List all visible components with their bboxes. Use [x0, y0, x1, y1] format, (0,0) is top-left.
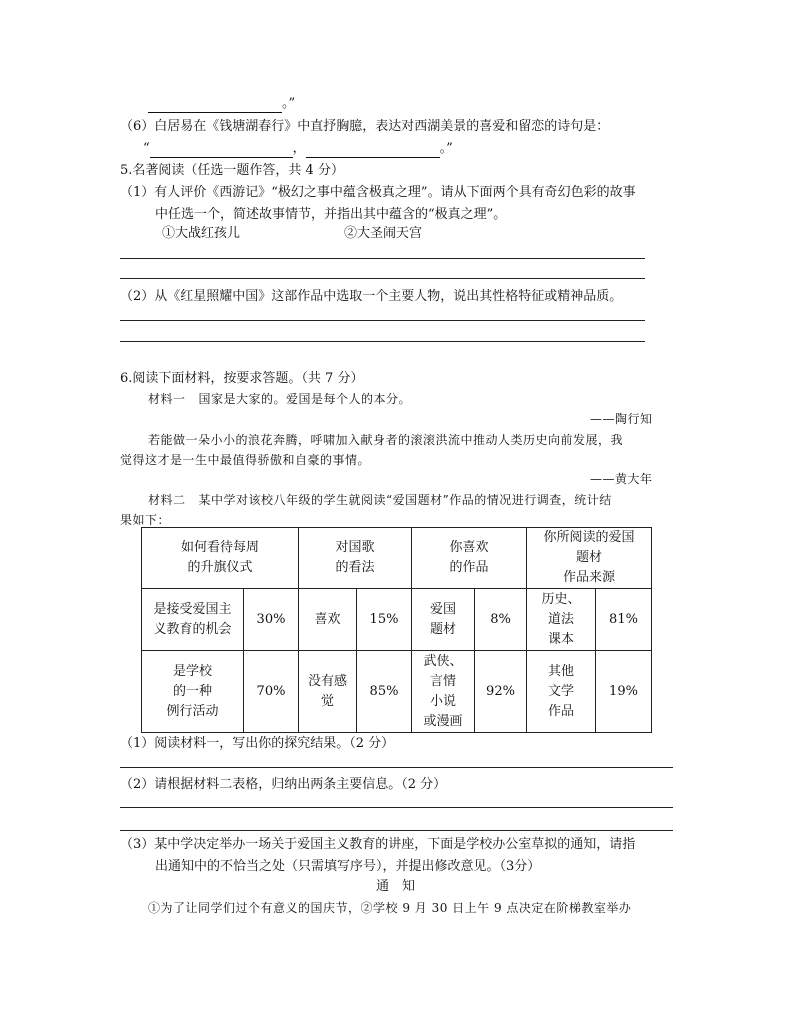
- q6-sub3-line1: （3）某中学决定举办一场关于爱国主义教育的讲座，下面是学校办公室草拟的通知，请指: [120, 837, 636, 852]
- material-2-line2: 果如下：: [120, 513, 171, 527]
- q5-option-1: ①大战红孩儿: [162, 226, 241, 241]
- notice-title: 通 知: [376, 879, 416, 894]
- table-cell: 8%: [475, 589, 527, 651]
- material-1: 材料一 国家是大家的。爱国是每个人的本分。: [148, 392, 411, 406]
- table-cell: 没有感 觉: [299, 651, 357, 733]
- table-cell: 70%: [244, 651, 299, 733]
- q5-sub1-line1: （1）有人评价《西游记》“极幻之事中蕴含极真之理”。请从下面两个具有奇幻色彩的故事: [120, 185, 636, 200]
- answer-line[interactable]: [120, 258, 645, 259]
- table-cell: 92%: [475, 651, 527, 733]
- table-header: 对国歌 的看法: [299, 528, 412, 589]
- answer-line[interactable]: [120, 807, 673, 808]
- table-cell: 其他 文学 作品: [527, 651, 596, 733]
- table-cell: 武侠、 言情 小说 或漫画: [412, 651, 475, 733]
- table-cell: 历史、 道法 课本: [527, 589, 596, 651]
- answer-line[interactable]: [120, 767, 673, 768]
- answer-line[interactable]: [120, 830, 673, 831]
- table-cell: 15%: [357, 589, 412, 651]
- answer-blank[interactable]: [150, 143, 293, 158]
- answer-blank[interactable]: [306, 143, 440, 158]
- answer-line[interactable]: [120, 341, 645, 342]
- material-1-para-line2: 觉得这才是一生中最值得骄傲和自豪的事情。: [120, 453, 371, 467]
- survey-table: [141, 527, 652, 733]
- q4-item6-blanks: “ ， 。”: [143, 141, 453, 156]
- material-1-para-author: ——黄大年: [590, 472, 653, 486]
- material-2: 材料二 某中学对该校八年级的学生就阅读“爱国题材”作品的情况进行调查，统计结: [148, 493, 612, 507]
- material-1-para-line1: 若能做一朵小小的浪花奔腾，呼啸加入献身者的滚滚洪流中推动人类历史向前发展，我: [148, 433, 624, 447]
- answer-blank[interactable]: [148, 98, 282, 113]
- material-1-author: ——陶行知: [590, 412, 653, 426]
- q5-heading: 5.名著阅读（任选一题作答，共 4 分）: [120, 163, 344, 178]
- table-cell: 30%: [244, 589, 299, 651]
- table-cell: 81%: [596, 589, 652, 651]
- table-cell: 是接受爱国主 义教育的机会: [142, 589, 244, 651]
- table-cell: 是学校 的一种 例行活动: [142, 651, 244, 733]
- q6-heading: 6.阅读下面材料，按要求答题。（共 7 分）: [120, 371, 364, 386]
- q4-line-blank: 。”: [148, 95, 295, 113]
- answer-line[interactable]: [120, 320, 645, 321]
- q5-sub2: （2）从《红星照耀中国》这部作品中选取一个主要人物，说出其性格特征或精神品质。: [120, 289, 623, 304]
- q5-option-2: ②大圣闹天宫: [344, 226, 423, 241]
- answer-line[interactable]: [120, 278, 645, 279]
- q6-sub1: （1）阅读材料一，写出你的探究结果。（2 分）: [120, 736, 395, 751]
- table-cell: 19%: [596, 651, 652, 733]
- table-cell: 85%: [357, 651, 412, 733]
- q4-item6: （6）白居易在《钱塘湖春行》中直抒胸臆，表达对西湖美景的喜爱和留恋的诗句是：: [120, 119, 610, 134]
- q5-sub1-line2: 中任选一个，简述故事情节，并指出其中蕴含的“极真之理”。: [155, 207, 507, 222]
- table-header: 如何看待每周 的升旗仪式: [142, 528, 299, 589]
- q6-sub3-line2: 出通知中的不恰当之处（只需填写序号），并提出修改意见。（3分）: [155, 859, 541, 874]
- notice-line1: ①为了让同学们过个有意义的国庆节，②学校 9 月 30 日上午 9 点决定在阶梯教室举办: [148, 901, 632, 915]
- table-cell: 爱国 题材: [412, 589, 475, 651]
- table-header: 你喜欢 的作品: [412, 528, 527, 589]
- q6-sub2: （2）请根据材料二表格，归纳出两条主要信息。（2 分）: [120, 777, 447, 792]
- table-header: 你所阅读的爱国 题材 作品来源: [527, 528, 652, 589]
- table-cell: 喜欢: [299, 589, 357, 651]
